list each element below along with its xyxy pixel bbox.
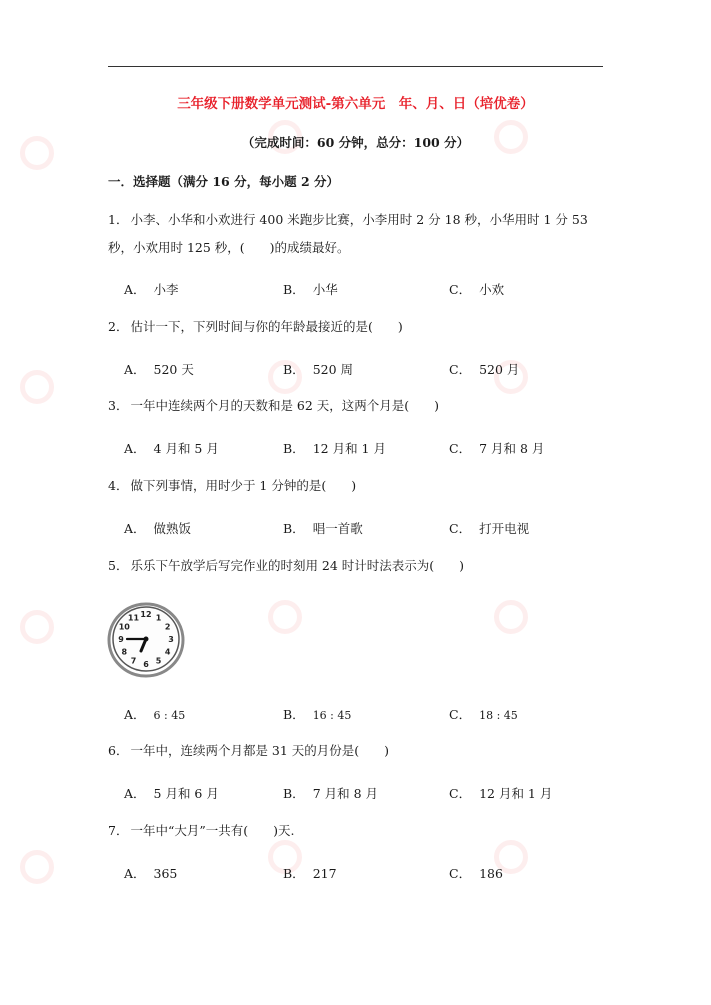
option-text: 7 月和 8 月 bbox=[479, 441, 545, 456]
question-number: 7． bbox=[108, 823, 129, 838]
question-number: 2． bbox=[108, 319, 129, 334]
question-5 bbox=[108, 552, 608, 580]
clock-numeral: 5 bbox=[155, 656, 162, 666]
clock-numeral: 6 bbox=[143, 660, 149, 669]
option-text: 小李 bbox=[153, 282, 179, 297]
question-number: 1． bbox=[108, 212, 129, 227]
option-text: 16 : 45 bbox=[312, 709, 352, 722]
option-text: 186 bbox=[479, 866, 503, 881]
option-label: B． bbox=[283, 441, 305, 456]
option-text: 7 月和 8 月 bbox=[312, 786, 379, 801]
option-c[interactable] bbox=[449, 519, 529, 537]
clock-numeral: 4 bbox=[164, 647, 171, 657]
option-label: A． bbox=[124, 282, 146, 297]
option-a[interactable] bbox=[124, 519, 191, 537]
question-text: 小李、小华和小欢进行 400 米跑步比赛，小李用时 2 分 18 秒，小华用时 1 分 53 秒，小欢用时 125 秒，( )的成绩最好。 bbox=[108, 212, 588, 255]
option-label: B． bbox=[283, 786, 305, 801]
option-text: 唱一首歌 bbox=[312, 521, 363, 536]
option-b[interactable] bbox=[283, 864, 337, 882]
clock-numeral: 8 bbox=[121, 647, 128, 657]
watermark-logo bbox=[494, 600, 528, 634]
option-c[interactable] bbox=[449, 784, 552, 802]
option-c[interactable] bbox=[449, 439, 544, 457]
option-text: 12 月和 1 月 bbox=[479, 786, 553, 801]
question-text: 一年中“大月”一共有( )天. bbox=[130, 823, 295, 838]
clock-numeral: 9 bbox=[118, 635, 124, 644]
option-text: 520 天 bbox=[153, 362, 194, 377]
option-label: A． bbox=[124, 786, 146, 801]
option-text: 217 bbox=[312, 866, 337, 881]
option-text: 小华 bbox=[312, 282, 338, 297]
option-text: 小欢 bbox=[479, 282, 505, 297]
question-3 bbox=[108, 392, 608, 420]
question-number: 4． bbox=[108, 478, 129, 493]
option-b[interactable] bbox=[283, 705, 351, 723]
option-label: C． bbox=[449, 866, 472, 881]
option-label: C． bbox=[449, 362, 472, 377]
question-4 bbox=[108, 472, 608, 500]
option-label: C． bbox=[449, 707, 472, 722]
clock-numeral: 10 bbox=[118, 622, 130, 632]
question-text: 做下列事情，用时少于 1 分钟的是( ) bbox=[130, 478, 357, 493]
option-a[interactable] bbox=[124, 784, 219, 802]
clock-numeral: 1 bbox=[155, 613, 162, 623]
question-7 bbox=[108, 817, 608, 845]
question-text: 一年中，连续两个月都是 31 天的月份是( ) bbox=[130, 743, 390, 758]
clock-numeral: 2 bbox=[164, 622, 171, 632]
option-b[interactable] bbox=[283, 360, 353, 378]
clock-numeral: 11 bbox=[127, 613, 140, 623]
option-c[interactable] bbox=[449, 280, 504, 298]
option-label: B． bbox=[283, 282, 305, 297]
clock-numeral: 7 bbox=[130, 656, 137, 666]
watermark-logo bbox=[20, 370, 54, 404]
question-2 bbox=[108, 313, 608, 341]
option-a[interactable] bbox=[124, 280, 179, 298]
option-text: 520 月 bbox=[479, 362, 520, 377]
option-c[interactable] bbox=[449, 864, 503, 882]
section-heading: 一．选择题（满分 16 分，每小题 2 分） bbox=[108, 174, 340, 189]
watermark-logo bbox=[20, 850, 54, 884]
option-text: 18 : 45 bbox=[479, 709, 518, 722]
option-a[interactable] bbox=[124, 705, 185, 723]
watermark-logo bbox=[268, 600, 302, 634]
option-label: A． bbox=[124, 521, 146, 536]
question-number: 5． bbox=[108, 558, 129, 573]
question-6 bbox=[108, 737, 608, 765]
option-label: B． bbox=[283, 362, 305, 377]
option-c[interactable] bbox=[449, 705, 518, 723]
option-c[interactable] bbox=[449, 360, 519, 378]
clock-image bbox=[107, 600, 185, 678]
page-title: 三年级下册数学单元测试-第六单元 年、月、日（培优卷） bbox=[177, 96, 534, 112]
option-label: B． bbox=[283, 707, 305, 722]
option-b[interactable] bbox=[283, 280, 338, 298]
clock-numeral: 3 bbox=[168, 635, 174, 644]
option-text: 12 月和 1 月 bbox=[312, 441, 386, 456]
option-text: 365 bbox=[153, 866, 178, 881]
option-text: 6 : 45 bbox=[153, 709, 186, 722]
question-text: 估计一下，下列时间与你的年龄最接近的是( ) bbox=[130, 319, 403, 334]
option-text: 4 月和 5 月 bbox=[153, 441, 219, 456]
question-text: 乐乐下午放学后写完作业的时刻用 24 时计时法表示为( ) bbox=[130, 558, 465, 573]
option-text: 做熟饭 bbox=[153, 521, 192, 536]
top-rule bbox=[108, 66, 603, 67]
question-number: 3． bbox=[108, 398, 129, 413]
page-subtitle: （完成时间：60 分钟，总分：100 分） bbox=[241, 135, 470, 150]
option-text: 520 周 bbox=[312, 362, 354, 377]
option-label: A． bbox=[124, 362, 146, 377]
option-a[interactable] bbox=[124, 360, 194, 378]
option-b[interactable] bbox=[283, 784, 378, 802]
option-text: 5 月和 6 月 bbox=[153, 786, 219, 801]
option-label: A． bbox=[124, 441, 146, 456]
watermark-logo bbox=[20, 610, 54, 644]
option-b[interactable] bbox=[283, 519, 363, 537]
option-label: B． bbox=[283, 866, 305, 881]
option-text: 打开电视 bbox=[479, 521, 530, 536]
option-label: C． bbox=[449, 786, 472, 801]
clock-numeral: 12 bbox=[140, 610, 152, 619]
option-label: A． bbox=[124, 707, 146, 722]
option-b[interactable] bbox=[283, 439, 386, 457]
option-a[interactable] bbox=[124, 864, 177, 882]
option-label: C． bbox=[449, 441, 472, 456]
option-label: C． bbox=[449, 521, 472, 536]
question-number: 6． bbox=[108, 743, 129, 758]
option-a[interactable] bbox=[124, 439, 219, 457]
option-label: C． bbox=[449, 282, 472, 297]
question-text: 一年中连续两个月的天数和是 62 天，这两个月是( ) bbox=[130, 398, 440, 413]
option-label: B． bbox=[283, 521, 305, 536]
option-label: A． bbox=[124, 866, 146, 881]
question-1 bbox=[108, 206, 608, 262]
